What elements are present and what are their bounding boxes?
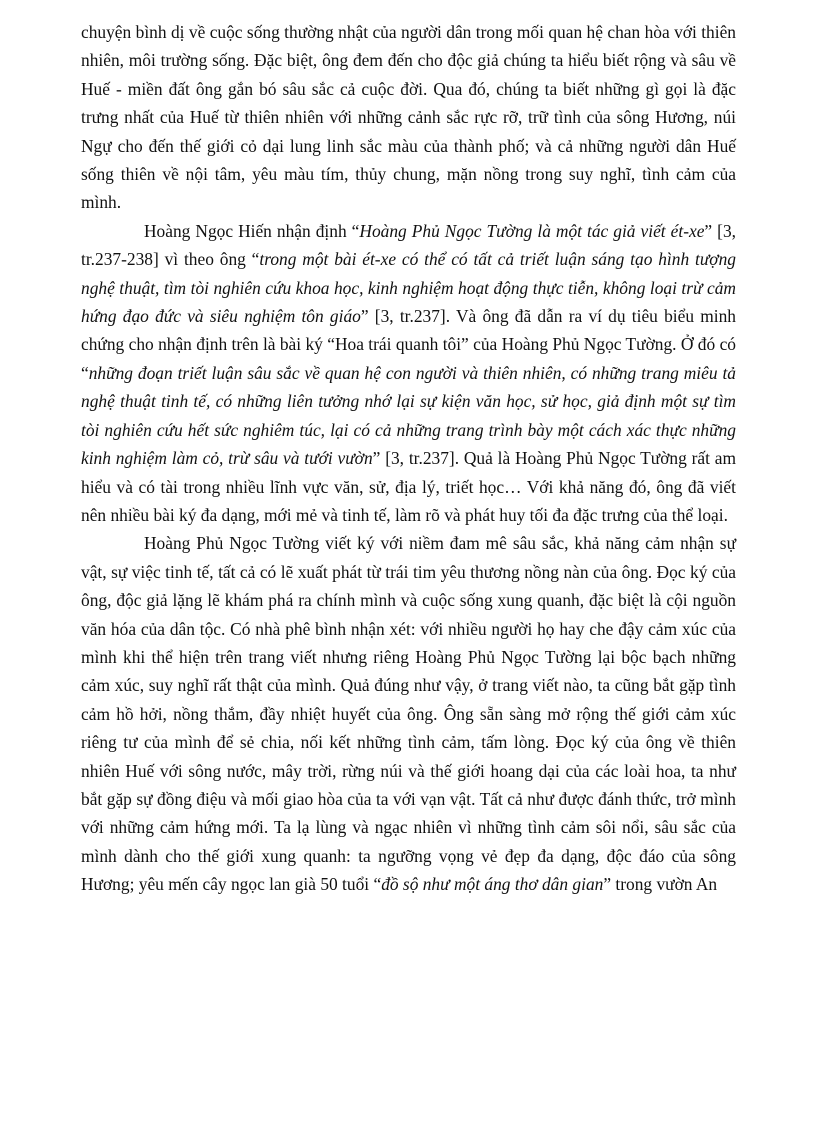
body-text: Hoàng Ngọc Hiến nhận định “ [144, 220, 360, 241]
body-text: ” [3, tr.237-238] vì theo ông “ [81, 220, 736, 270]
body-text: ” [3, tr.237]. Quả là Hoàng Phủ Ngọc Tường rất am hiểu và có tài trong nhiều lĩnh vực văn, sử, địa lý, triết học… Với khả năng đó, ông đã viết nên nhiều bài ký đa dạng, mới mẻ và tinh tế, làm rõ và phát huy tối đa đặc trưng của thể loại. [81, 448, 736, 525]
body-text: ” trong vườn An [603, 874, 718, 895]
body-text: chuyện bình dị về cuộc sống thường nhật của người dân trong mối quan hệ chan hòa với thiên nhiên, môi trường sống. Đặc biệt, ông đem đến cho độc giả chúng ta hiểu biết rộng và sâu về Huế - miền đất ông gắn bó sâu sắc cả cuộc đời. Qua đó, chúng ta biết những gì gọi là đặc trưng nhất của Huế từ thiên nhiên với những cảnh sắc rực rỡ, trữ tình của sông Hương, núi Ngự cho đến thế giới cỏ dại lung linh sắc màu của thành phố; và cả những người dân Huế sống thiên về nội tâm, yêu màu tím, thủy chung, mặn nồng trong suy nghĩ, tình cảm của mình. [81, 22, 736, 213]
body-text: Hoàng Phủ Ngọc Tường viết ký với niềm đam mê sâu sắc, khả năng cảm nhận sự vật, sự việc tinh tế, tất cả có lẽ xuất phát từ trái tim yêu thương nồng nàn của ông. Đọc ký của ông, độc giả lặng lẽ khám phá ra chính mình và cuộc sống xung quanh, đặc biệt là cội nguồn văn hóa của dân tộc. Có nhà phê bình nhận xét: với nhiều người họ hay che đậy cảm xúc của mình khi thể hiện trên trang viết nhưng riêng Hoàng Phủ Ngọc Tường lại bộc bạch những cảm xúc, suy nghĩ rất thật của mình. Quả đúng như vậy, ở trang viết nào, ta cũng bắt gặp tình cảm hồ hởi, nồng thắm, đầy nhiệt huyết của ông. Ông sẵn sàng mở rộng thế giới cảm xúc riêng tư của mình để sẻ chia, nối kết những tình cảm, tấm lòng. Đọc ký của ông về thiên nhiên Huế với sông nước, mây trời, rừng núi và thế giới hoang dại của các loài hoa, ta như bắt gặp sự đồng điệu và mối giao hòa của ta với vạn vật. Tất cả như được đánh thức, trở mình với những cảm hứng mới. Ta lạ lùng và ngạc nhiên vì những tình cảm sôi nổi, sâu sắc của mình dành cho thế giới xung quanh: ta ngưỡng vọng vẻ đẹp đa dạng, độc đáo của sông Hương; yêu mến cây ngọc lan già 50 tuổi “ [81, 533, 736, 895]
quoted-italic-text: đồ sộ như một áng thơ dân gian [381, 874, 604, 895]
paragraph-2 [81, 217, 736, 529]
paragraph-1 [81, 18, 736, 217]
body-text: ” [3, tr.237]. Và ông đã dẫn ra ví dụ tiêu biểu minh chứng cho nhận định trên là bài ký “Hoa trái quanh tôi” của Hoàng Phủ Ngọc Tường. Ở đó có “ [81, 306, 736, 383]
quoted-italic-text: trong một bài ét-xe có thể có tất cả triết luận sáng tạo hình tượng nghệ thuật, tìm tòi nghiên cứu khoa học, kinh nghiệm hoạt động thực tiễn, không loại trừ cảm hứng đạo đức và siêu nghiệm tôn giáo [81, 249, 736, 327]
paragraph-3 [81, 529, 736, 898]
quoted-italic-text: Hoàng Phủ Ngọc Tường là một tác giả viết ét-xe [359, 220, 705, 241]
quoted-italic-text: những đoạn triết luận sâu sắc về quan hệ con người và thiên nhiên, có những trang miêu tả nghệ thuật tinh tế, có những liên tưởng nhớ lại sự kiện văn học, sử học, giả định một sự tìm tòi nghiên cứu hết sức nghiêm túc, lại có cả những trang trình bày một cách xác thực những kinh nghiệm làm cỏ, trừ sâu và tưới vườn [81, 362, 736, 469]
document-page [81, 18, 736, 899]
